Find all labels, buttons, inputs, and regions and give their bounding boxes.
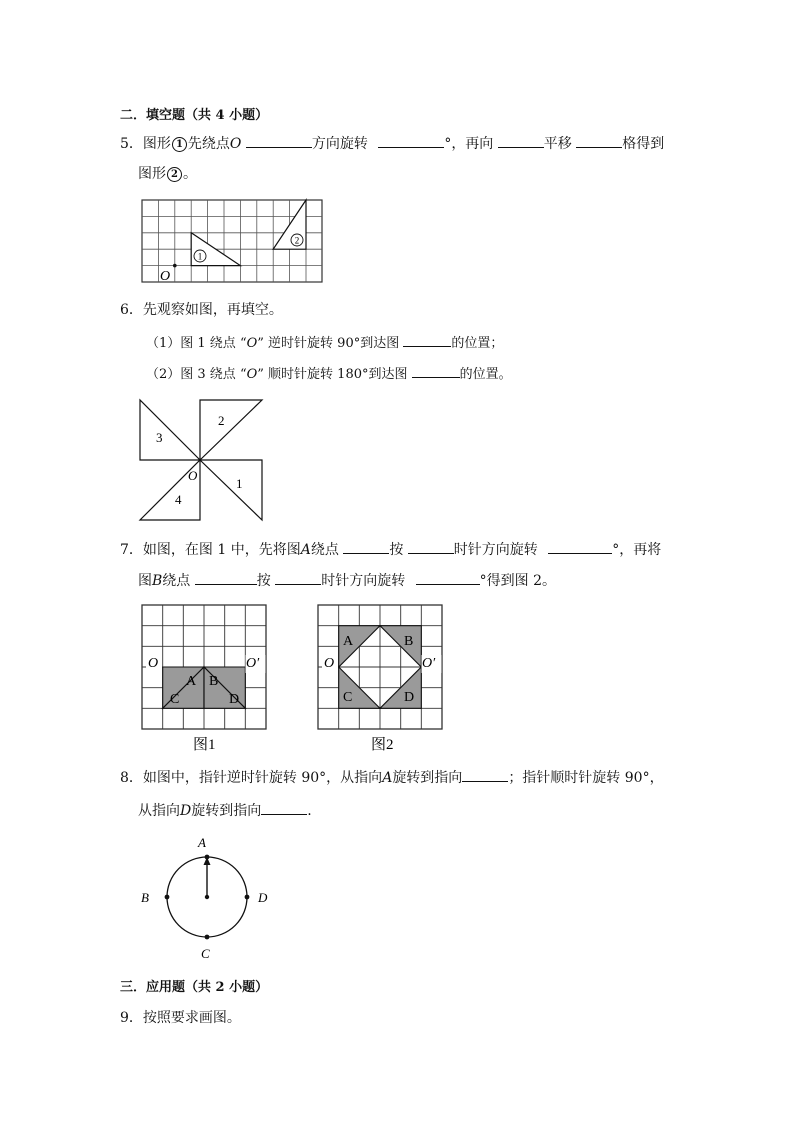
section-heading: 三．应用题（共 2 小题） (120, 980, 269, 995)
svg-text:D: D (229, 692, 240, 707)
question-number: 7． (120, 542, 143, 558)
section-heading: 二．填空题（共 4 小题） (120, 108, 269, 123)
question-6-part-2: （2）图 3 绕点 “O” 顺时针旋转 180°到达图 的位置。 (146, 363, 512, 385)
svg-text:2: 2 (294, 235, 300, 246)
point-o (173, 264, 177, 268)
figure-caption: 图1 (193, 737, 216, 753)
q8-dial-figure (136, 834, 276, 962)
svg-text:B: B (209, 674, 219, 689)
point-b (165, 895, 170, 900)
answer-blank[interactable] (412, 363, 460, 378)
label-o: O (148, 656, 159, 671)
answer-blank[interactable] (416, 570, 480, 585)
circled-number-1: 1 (172, 137, 187, 152)
question-5-line-2: 图形 2 。 (138, 166, 197, 182)
answer-blank[interactable] (378, 133, 444, 148)
answer-blank[interactable] (261, 800, 307, 815)
question-number: 8． (120, 770, 143, 786)
svg-text:A: A (343, 634, 354, 649)
q7-figure-1 (140, 603, 268, 753)
svg-text:1: 1 (236, 476, 243, 491)
label-d: D (258, 890, 268, 905)
pinwheel-triangle-2 (200, 400, 262, 460)
svg-text:C: C (343, 690, 353, 705)
answer-blank[interactable] (408, 539, 454, 554)
svg-text:3: 3 (156, 430, 163, 445)
question-number: 5． (120, 136, 143, 152)
svg-text:A: A (186, 674, 197, 689)
question-number: 9． (120, 1010, 143, 1026)
dial-center (205, 895, 209, 899)
point-d (245, 895, 250, 900)
question-number: 6． (120, 302, 143, 318)
label-o-prime: O′ (422, 656, 436, 671)
svg-text:D: D (404, 690, 415, 705)
pinwheel-triangle-1 (200, 460, 262, 520)
question-7-line-2: 图B绕点 按 时针方向旋转 °得到图 2。 (138, 570, 556, 591)
label-b: B (141, 890, 149, 905)
label-o: O (160, 269, 171, 284)
label-c: C (201, 946, 210, 961)
label-a: A (198, 835, 206, 850)
circled-number-2: 2 (167, 167, 182, 182)
svg-text:2: 2 (218, 413, 225, 428)
answer-blank[interactable] (403, 332, 451, 347)
svg-text:1: 1 (197, 251, 203, 262)
question-7-line-1: 7．如图，在图 1 中，先将图A绕点 按 时针方向旋转 °，再将 (120, 539, 661, 560)
q5-grid-figure (140, 198, 326, 284)
q6-pinwheel-figure (138, 398, 266, 524)
point-a (205, 855, 210, 860)
answer-blank[interactable] (548, 539, 612, 554)
svg-text:C: C (170, 692, 180, 707)
answer-blank[interactable] (576, 133, 622, 148)
label-o: O (324, 656, 335, 671)
figure-caption: 图2 (371, 737, 394, 753)
label-o: O (188, 468, 198, 483)
question-6-stem: 6．先观察如图，再填空。 (120, 302, 283, 318)
point-c (205, 935, 210, 940)
question-8-line-1: 8．如图中，指针逆时针旋转 90°，从指向A旋转到指向 ；指针顺时针旋转 90°， (120, 767, 664, 788)
answer-blank[interactable] (498, 133, 544, 148)
question-6-part-1: （1）图 1 绕点 “O” 逆时针旋转 90°到达图 的位置； (146, 332, 503, 354)
svg-text:B: B (404, 634, 414, 649)
answer-blank[interactable] (343, 539, 389, 554)
answer-blank[interactable] (246, 133, 312, 148)
question-8-line-2: 从指向D旋转到指向 . (138, 800, 312, 821)
answer-blank[interactable] (275, 570, 321, 585)
answer-blank[interactable] (462, 767, 508, 782)
question-9-stem: 9．按照要求画图。 (120, 1010, 241, 1026)
question-5-line-1: 5．图形 1 先绕点O 方向旋转 °，再向 平移 格得到 (120, 133, 664, 154)
pinwheel-triangle-3 (140, 400, 200, 460)
answer-blank[interactable] (195, 570, 257, 585)
svg-text:4: 4 (175, 492, 182, 507)
q7-figure-2 (316, 603, 444, 753)
label-o-prime: O′ (246, 656, 260, 671)
